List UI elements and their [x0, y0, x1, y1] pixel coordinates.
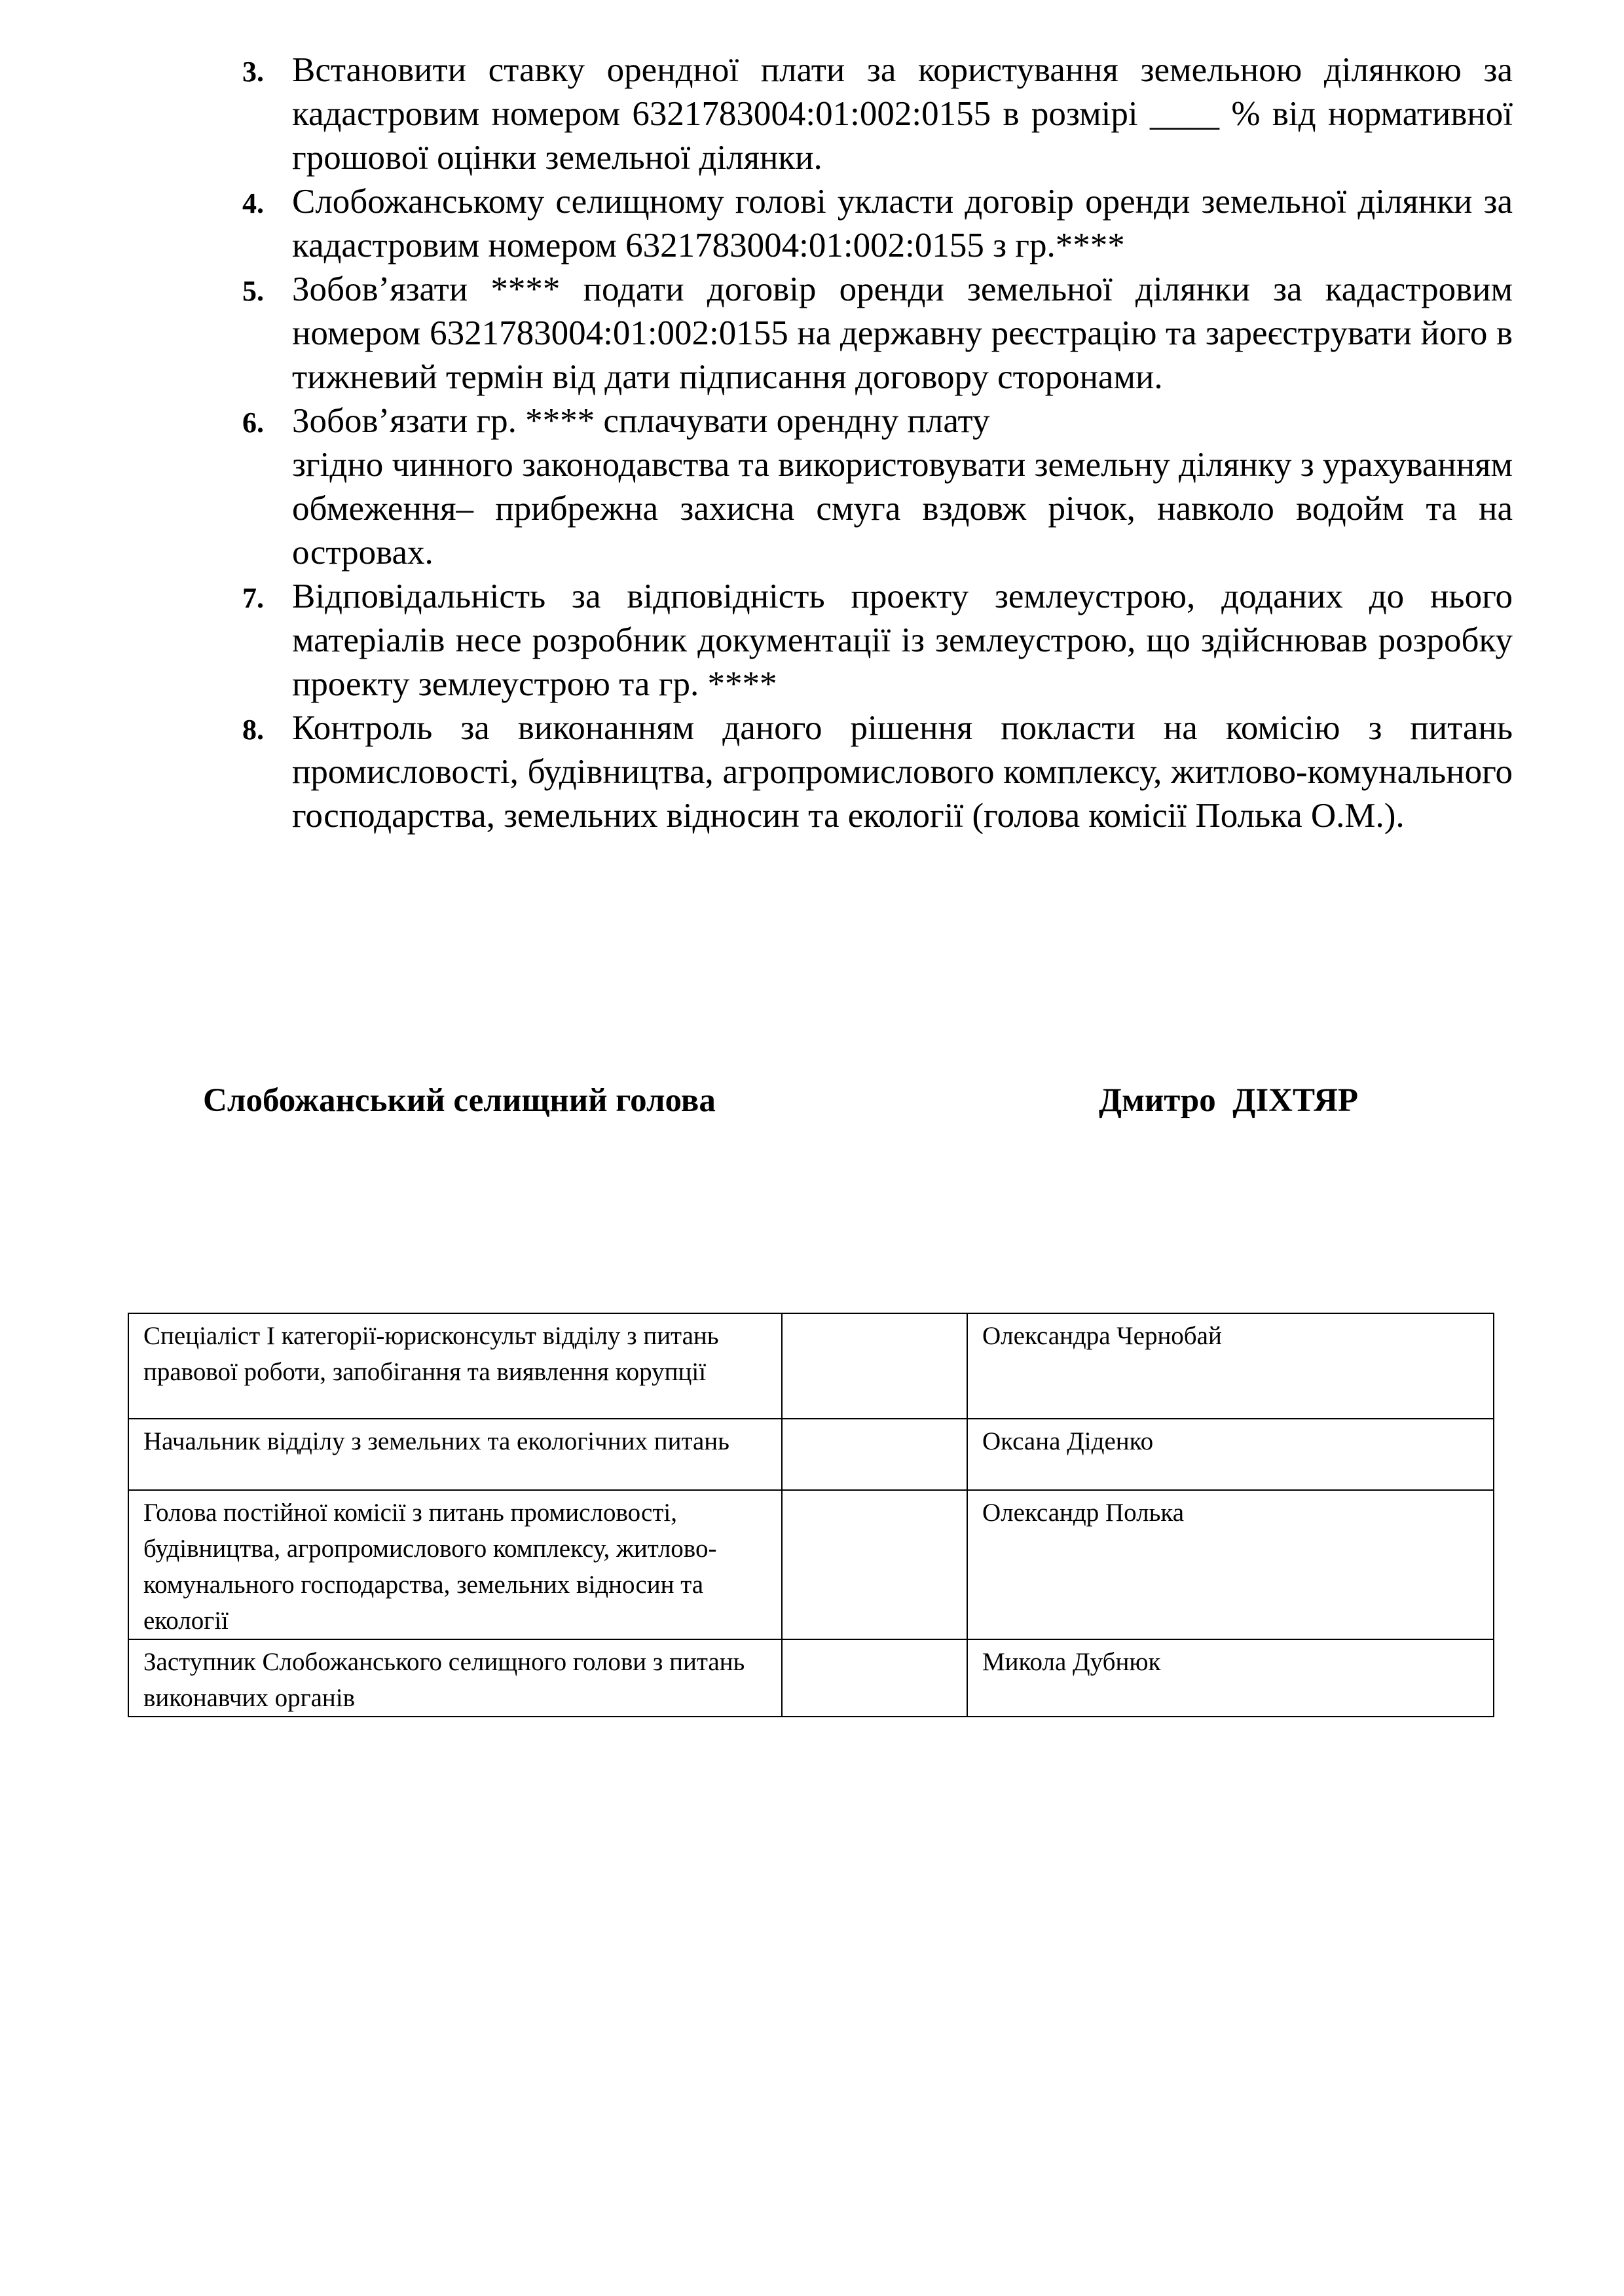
approval-name: Олександра Чернобай	[967, 1313, 1494, 1419]
approval-role: Спеціаліст І категорії-юрисконсульт відділу з питань правової роботи, запобігання та виявлення корупції	[128, 1313, 782, 1419]
decision-clauses	[242, 48, 1513, 838]
clause-4	[242, 180, 1513, 268]
clause-5	[242, 268, 1513, 399]
approval-signature-cell	[782, 1490, 967, 1639]
clause-number: 6.	[242, 407, 264, 439]
approval-role: Начальник відділу з земельних та екологічних питань	[128, 1419, 782, 1490]
approval-row	[128, 1419, 1494, 1490]
clause-text: Зобов’язати **** подати договір оренди земельної ділянки за кадастровим номером 6321783004:01:002:0155 на державну реєстрацію та зареєструвати його в тижневий термін від дати підписання договору сторонами.	[292, 270, 1513, 396]
clause-number: 5.	[242, 275, 264, 307]
clause-text: Зобов’язати гр. **** сплачувати орендну плату згідно чинного законодавства та використовувати земельну ділянку з урахуванням обмеження– прибрежна захисна смуга вздовж річок, навколо водойм та на островах.	[292, 402, 1513, 572]
approval-signature-cell	[782, 1313, 967, 1419]
approval-row	[128, 1490, 1494, 1639]
clause-number: 8.	[242, 714, 264, 746]
approval-role: Голова постійної комісії з питань промисловості, будівництва, агропромислового комплексу, житлово-комунального господарства, земельних відносин та екології	[128, 1490, 782, 1639]
approval-table	[128, 1313, 1494, 1717]
approval-name: Микола Дубнюк	[967, 1639, 1494, 1717]
clause-number: 4.	[242, 187, 264, 219]
signature-name: Дмитро ДІХТЯР	[1099, 1082, 1359, 1119]
approval-name: Оксана Діденко	[967, 1419, 1494, 1490]
clause-text: Контроль за виконанням даного рішення покласти на комісію з питань промисловості, будівництва, агропромислового комплексу, житлово-комунального господарства, земельних відносин та екології (голова комісії Полька О.М.).	[292, 709, 1513, 835]
clause-7	[242, 575, 1513, 706]
clause-text: Слобожанському селищному голові укласти договір оренди земельної ділянки за кадастровим номером 6321783004:01:002:0155 з гр.****	[292, 183, 1513, 264]
clause-number: 3.	[242, 56, 264, 88]
approval-signature-cell	[782, 1639, 967, 1717]
clause-text: Відповідальність за відповідність проекту землеустрою, доданих до нього матеріалів несе розробник документації із землеустрою, що здійснював розробку проекту землеустрою та гр. ****	[292, 577, 1513, 703]
signature-title: Слобожанський селищний голова	[203, 1082, 716, 1119]
approval-row	[128, 1639, 1494, 1717]
clause-6	[242, 399, 1513, 575]
approval-signature-cell	[782, 1419, 967, 1490]
clause-8	[242, 706, 1513, 838]
approval-role: Заступник Слобожанського селищного голови з питань виконавчих органів	[128, 1639, 782, 1717]
approval-row	[128, 1313, 1494, 1419]
approval-name: Олександр Полька	[967, 1490, 1494, 1639]
clause-3	[242, 48, 1513, 180]
clause-text: Встановити ставку орендної плати за користування земельною ділянкою за кадастровим номером 6321783004:01:002:0155 в розмірі ____ % від нормативної грошової оцінки земельної ділянки.	[292, 51, 1513, 177]
clause-number: 7.	[242, 582, 264, 614]
